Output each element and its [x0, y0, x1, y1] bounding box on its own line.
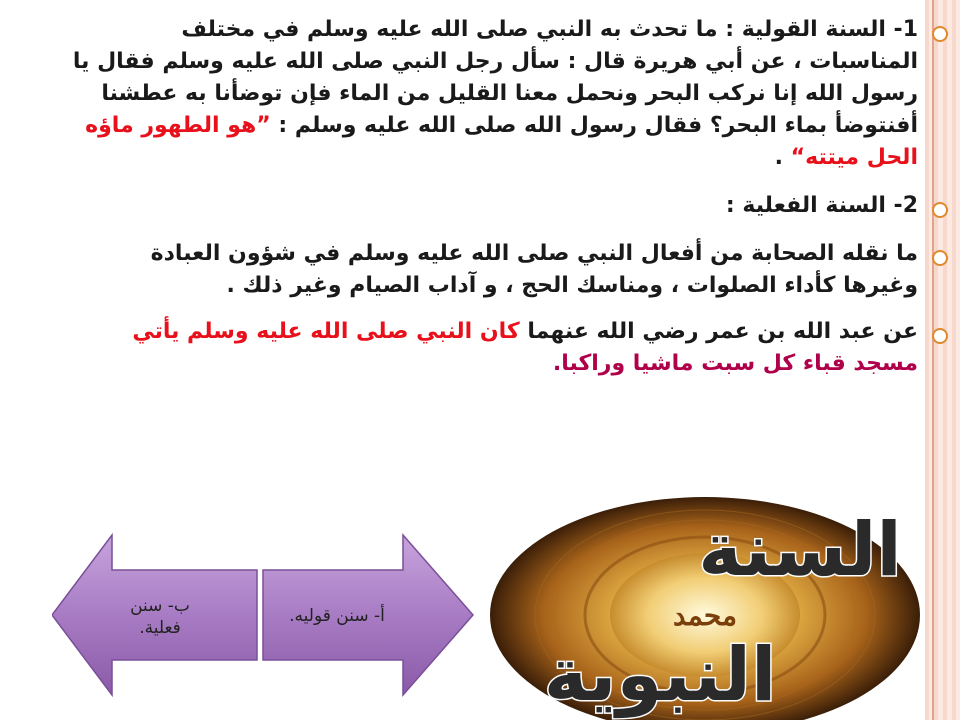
text-line: 2- السنة الفعلية : — [725, 193, 918, 218]
bullet-icon — [932, 26, 948, 42]
hadith-quote: ”هو الطهور ماؤه — [85, 113, 271, 138]
text-line: 1- السنة القولية : ما تحدث به النبي صلى الله عليه وسلم في مختلف — [181, 17, 918, 42]
hadith-text: كان النبي صلى الله عليه وسلم يأتي — [132, 319, 520, 344]
paragraph-sunna-qawliyya — [8, 14, 918, 174]
text-segment: عن عبد الله بن عمر رضي الله عنهما — [519, 319, 918, 344]
emblem-word-sunna: السنة — [698, 507, 902, 593]
text-line — [8, 316, 918, 348]
bullet-icon — [932, 202, 948, 218]
sunna-nabawiyya-emblem — [470, 485, 940, 720]
text-line — [8, 110, 918, 142]
text-segment: أفنتوضأ بماء البحر؟ فقال رسول الله صلى الله عليه وسلم : — [270, 113, 918, 138]
text-line — [8, 348, 918, 380]
text-line: وغيرها كأداء الصلوات ، ومناسك الحج ، و آداب الصيام وغير ذلك . — [226, 273, 918, 298]
text-line — [8, 142, 918, 174]
emblem-word-nabawiyya: النبوية — [543, 632, 777, 718]
arrow-left-label — [100, 595, 220, 639]
text-segment: . — [774, 145, 791, 170]
slide-text — [8, 0, 918, 376]
label-line: فعلية. — [139, 618, 181, 638]
emblem-center-text: محمد — [673, 599, 737, 632]
paragraph-ibn-umar — [8, 316, 918, 380]
hadith-quote-end: الحل ميتته“ — [790, 145, 918, 170]
text-line: المناسبات ، عن أبي هريرة قال : سأل رجل النبي صلى الله عليه وسلم فقال يا — [72, 49, 918, 74]
arrow-right-label: أ- سنن قوليه. — [289, 606, 385, 626]
label-line: ب- سنن — [130, 596, 190, 616]
hadith-text-end: مسجد قباء كل سبت ماشيا وراكبا. — [552, 351, 918, 376]
text-line: ما نقله الصحابة من أفعال النبي صلى الله عليه وسلم في شؤون العبادة — [150, 241, 918, 266]
text-line: رسول الله إنا نركب البحر ونحمل معنا القليل من الماء فإن توضأنا به عطشنا — [101, 81, 918, 106]
paragraph-sunna-fi3liyya-heading — [8, 190, 918, 222]
bullet-icon — [932, 328, 948, 344]
paragraph-sunna-fi3liyya — [8, 238, 918, 302]
bullet-icon — [932, 250, 948, 266]
